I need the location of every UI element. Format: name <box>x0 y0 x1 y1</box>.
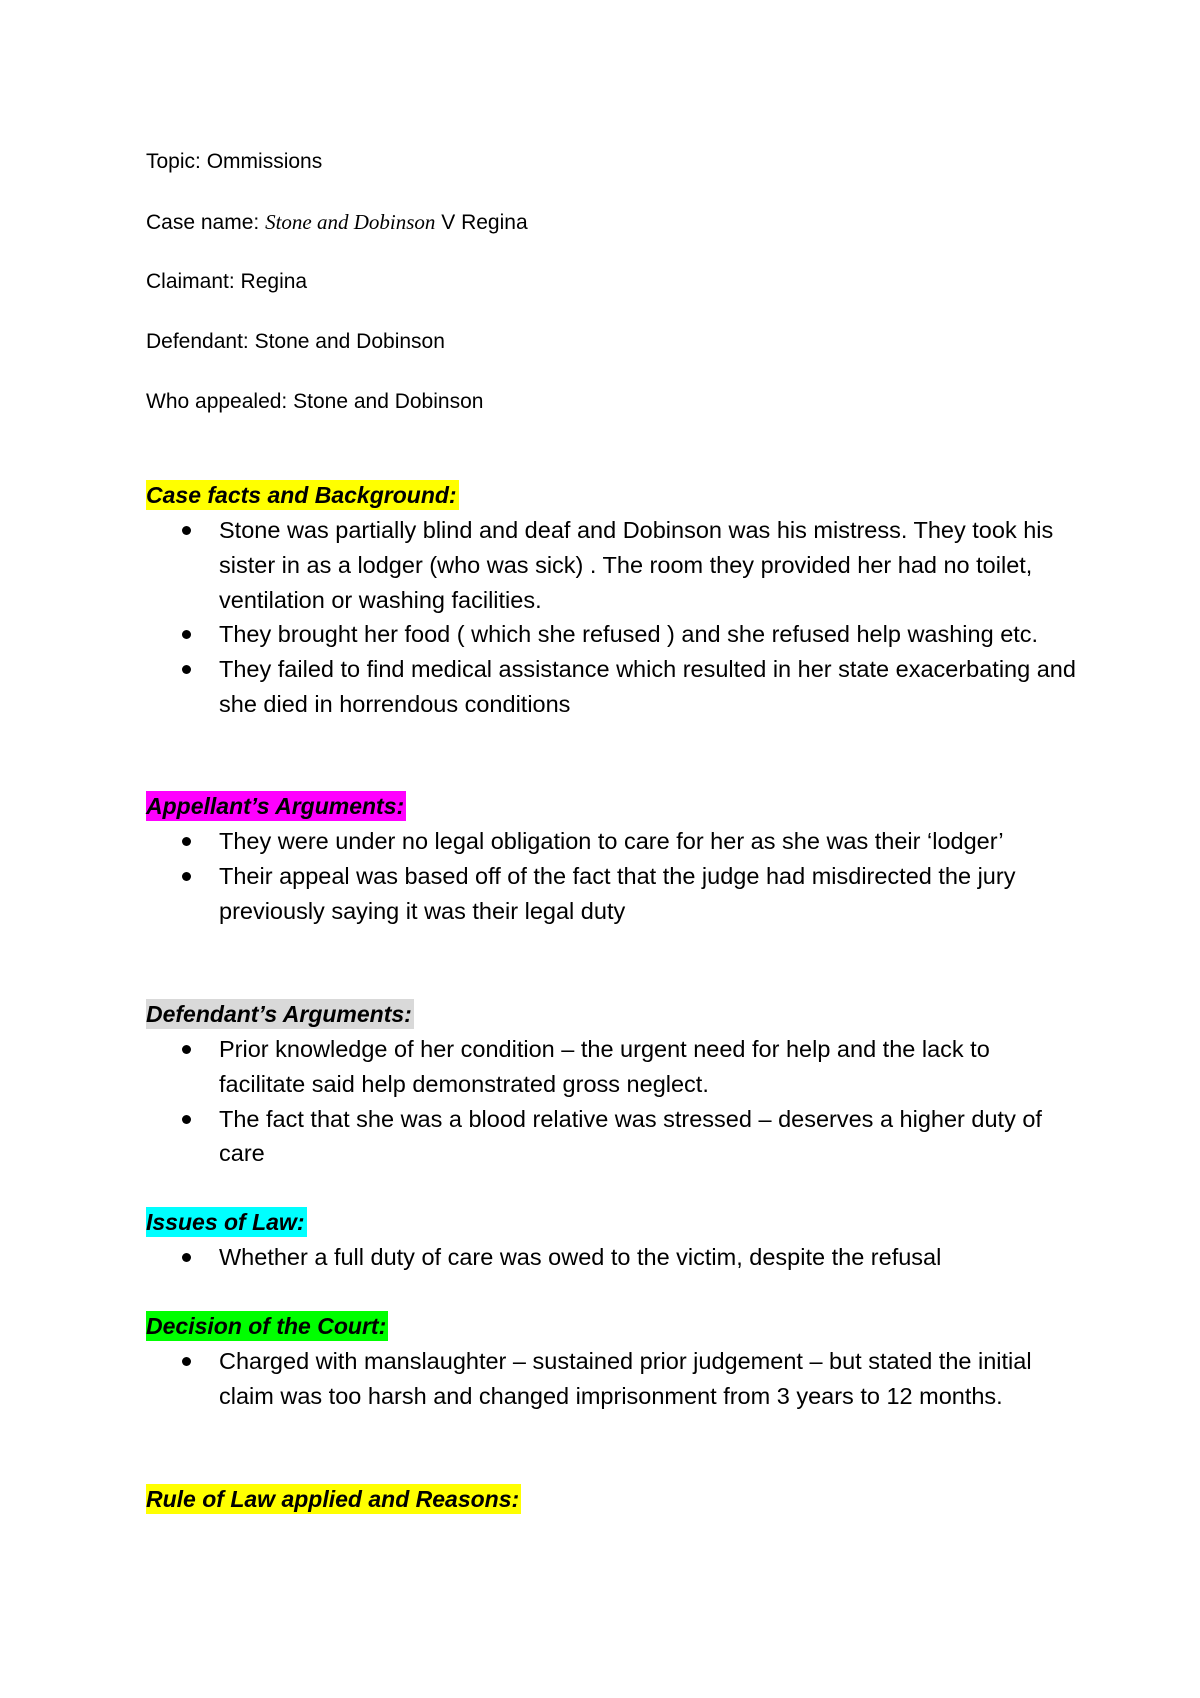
list-item-text: They brought her food ( which she refused ) and she refused help washing etc. <box>219 621 1039 648</box>
defendant-line <box>146 328 1046 356</box>
section-heading-colon: : <box>448 482 457 508</box>
section-heading-colon: : <box>296 1209 305 1235</box>
section-heading <box>146 791 406 821</box>
list-item-text: They were under no legal obligation to care for her as she was their ‘lodger’ <box>219 828 1004 854</box>
bullet-icon <box>182 630 191 639</box>
bullet-list <box>146 1032 1076 1171</box>
bullet-list <box>146 513 1076 722</box>
section-heading <box>146 1311 388 1341</box>
case-details <box>146 148 1046 448</box>
section-issues-of-law <box>146 1207 1076 1275</box>
bullet-icon <box>182 526 191 535</box>
topic-line <box>146 148 1046 176</box>
bullet-icon <box>182 1045 191 1054</box>
defendant-value: Stone and Dobinson <box>254 330 445 353</box>
list-item <box>146 513 1076 617</box>
section-heading-text: Rule of Law applied and Reasons <box>146 1486 512 1512</box>
appealed-line <box>146 388 1046 416</box>
case-name-rest: V Regina <box>441 211 528 234</box>
bullet-icon <box>182 872 191 881</box>
bullet-list <box>146 1344 1076 1414</box>
topic-label: Topic: <box>146 150 201 173</box>
list-item-text: Whether a full duty of care was owed to the victim, despite the refusal <box>219 1244 942 1270</box>
bullet-icon <box>182 665 191 674</box>
section-appellant-arguments <box>146 791 1076 928</box>
appealed-label: Who appealed: <box>146 390 288 413</box>
section-heading-colon: : <box>378 1313 387 1339</box>
section-heading <box>146 999 414 1029</box>
section-heading-text: Decision of the Court <box>146 1313 379 1339</box>
case-name-line <box>146 208 1046 236</box>
bullet-icon <box>182 837 191 846</box>
list-item <box>146 617 1076 652</box>
list-item-text: Prior knowledge of her condition – the urgent need for help and the lack to facilitate said help demonstrated gross neglect. <box>219 1036 990 1097</box>
bullet-list <box>146 1240 1076 1275</box>
section-heading <box>146 480 459 510</box>
claimant-label: Claimant: <box>146 270 235 293</box>
section-defendant-arguments <box>146 999 1076 1171</box>
list-item-text: Their appeal was based off of the fact that the judge had misdirected the jury previously saying it was their legal duty <box>219 862 1016 924</box>
list-item-text: They failed to find medical assistance which resulted in her state exacerbating and she died in horrendous conditions <box>219 656 1076 717</box>
list-item <box>146 859 1076 929</box>
section-rule-of-law <box>146 1484 1076 1514</box>
section-heading-colon: : <box>404 1001 412 1027</box>
section-heading-colon: : <box>511 1486 520 1512</box>
list-item-text: Stone was partially blind and deaf and Dobinson was his mistress. They took his sister in as a lodger (who was sick) . The room they provided her had no toilet, ventilation or washing facilities. <box>219 517 1054 613</box>
section-heading <box>146 1207 307 1237</box>
bullet-icon <box>182 1253 191 1262</box>
section-heading-text: Issues of Law <box>146 1209 297 1235</box>
list-item <box>146 1240 1076 1275</box>
section-heading-text: Defendant’s Arguments <box>146 1001 405 1027</box>
list-item <box>146 1344 1076 1414</box>
case-name-parties: Stone and Dobinson <box>265 210 436 234</box>
topic-value: Ommissions <box>206 150 323 173</box>
defendant-label: Defendant: <box>146 330 249 353</box>
list-item-text: The fact that she was a blood relative was stressed – deserves a higher duty of care <box>219 1105 1042 1167</box>
section-heading-colon: : <box>396 793 405 819</box>
list-item-text: Charged with manslaughter – sustained prior judgement – but stated the initial claim was too harsh and changed imprisonment from 3 years to 12 months. <box>219 1348 1032 1409</box>
section-heading-text: Case facts and Background <box>146 482 449 508</box>
section-case-facts <box>146 480 1076 722</box>
appealed-value: Stone and Dobinson <box>293 390 484 413</box>
section-decision-of-court <box>146 1311 1076 1414</box>
section-heading-text: Appellant’s Arguments <box>146 793 397 819</box>
bullet-list <box>146 824 1076 928</box>
list-item <box>146 824 1076 859</box>
case-name-label: Case name: <box>146 211 260 234</box>
list-item <box>146 1102 1076 1172</box>
bullet-icon <box>182 1357 191 1366</box>
list-item <box>146 652 1076 722</box>
list-item <box>146 1032 1076 1102</box>
claimant-value: Regina <box>240 270 308 293</box>
claimant-line <box>146 268 1046 296</box>
bullet-icon <box>182 1115 191 1124</box>
section-heading <box>146 1484 521 1514</box>
